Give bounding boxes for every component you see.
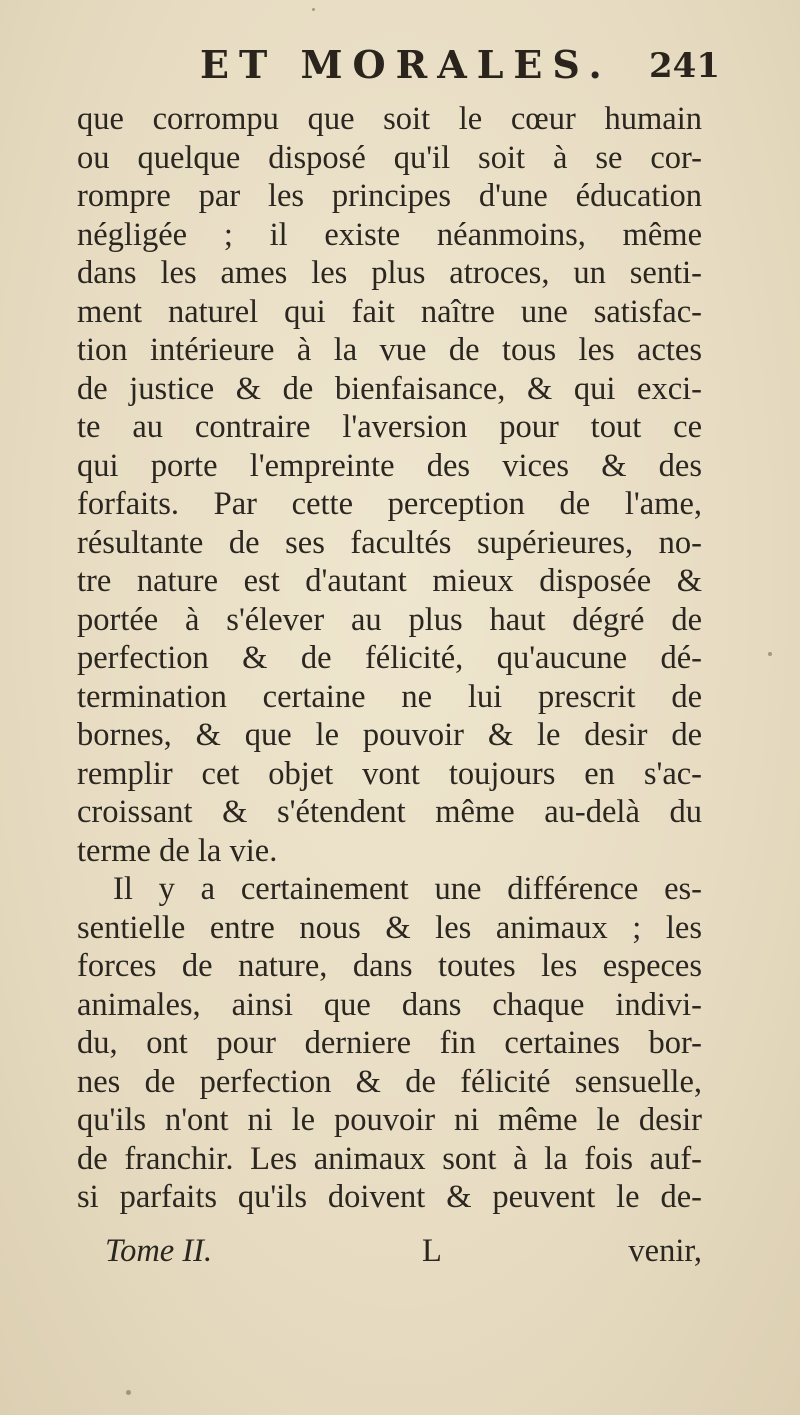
text-line: termination certaine ne lui prescrit de — [77, 678, 702, 715]
text-line: négligée ; il existe néanmoins, même — [77, 216, 702, 253]
text-line: sentielle entre nous & les animaux ; les — [77, 909, 702, 946]
running-header — [200, 42, 720, 92]
text-line: rompre par les principes d'une éducation — [77, 178, 702, 214]
text-line: du, ont pour derniere fin certaines bor- — [77, 1025, 702, 1061]
text-line: ou quelque disposé qu'il soit à se cor- — [77, 139, 702, 176]
paragraph-start-line: Il y a certainement une différence es- — [113, 871, 702, 907]
catchword: venir, — [628, 1233, 702, 1269]
text-line: de franchir. Les animaux sont à la fois auf- — [77, 1140, 702, 1177]
text-line: portée à s'élever au plus haut dégré de — [77, 601, 702, 638]
paragraph-end-line: terme de la vie. — [77, 832, 278, 869]
paper-speck — [768, 652, 772, 656]
page-number: 241 — [649, 46, 720, 86]
text-line: résultante de ses facultés supérieures, no- — [77, 524, 702, 561]
page-footer — [77, 1233, 702, 1275]
paper-speck — [312, 8, 315, 11]
text-line: animales, ainsi que dans chaque indivi- — [77, 986, 702, 1023]
volume-label: Tome II. — [105, 1233, 213, 1269]
running-title: ET MORALES. — [200, 42, 612, 87]
paper-speck — [126, 1390, 131, 1395]
text-line: si parfaits qu'ils doivent & peuvent le de- — [77, 1179, 702, 1215]
text-line: forfaits. Par cette perception de l'ame, — [77, 486, 702, 522]
signature-mark: L — [422, 1233, 442, 1269]
text-line: nes de perfection & de félicité sensuelle, — [77, 1063, 702, 1100]
text-line: bornes, & que le pouvoir & le desir de — [77, 717, 702, 753]
text-line: qui porte l'empreinte des vices & des — [77, 447, 702, 484]
text-line: te au contraire l'aversion pour tout ce — [77, 409, 702, 445]
text-line: qu'ils n'ont ni le pouvoir ni même le desir — [77, 1102, 702, 1138]
body-text — [77, 100, 702, 1217]
text-line: perfection & de félicité, qu'aucune dé- — [77, 640, 702, 676]
text-line: de justice & de bienfaisance, & qui exci- — [77, 370, 702, 407]
text-line: tion intérieure à la vue de tous les actes — [77, 332, 702, 368]
text-line: que corrompu que soit le cœur humain — [77, 101, 702, 137]
text-line: remplir cet objet vont toujours en s'ac- — [77, 755, 702, 792]
text-line: croissant & s'étendent même au-delà du — [77, 794, 702, 830]
text-line: dans les ames les plus atroces, un senti- — [77, 255, 702, 291]
text-line: ment naturel qui fait naître une satisfac- — [77, 293, 702, 330]
text-line: tre nature est d'autant mieux disposée & — [77, 563, 702, 599]
text-line: forces de nature, dans toutes les especes — [77, 948, 702, 984]
